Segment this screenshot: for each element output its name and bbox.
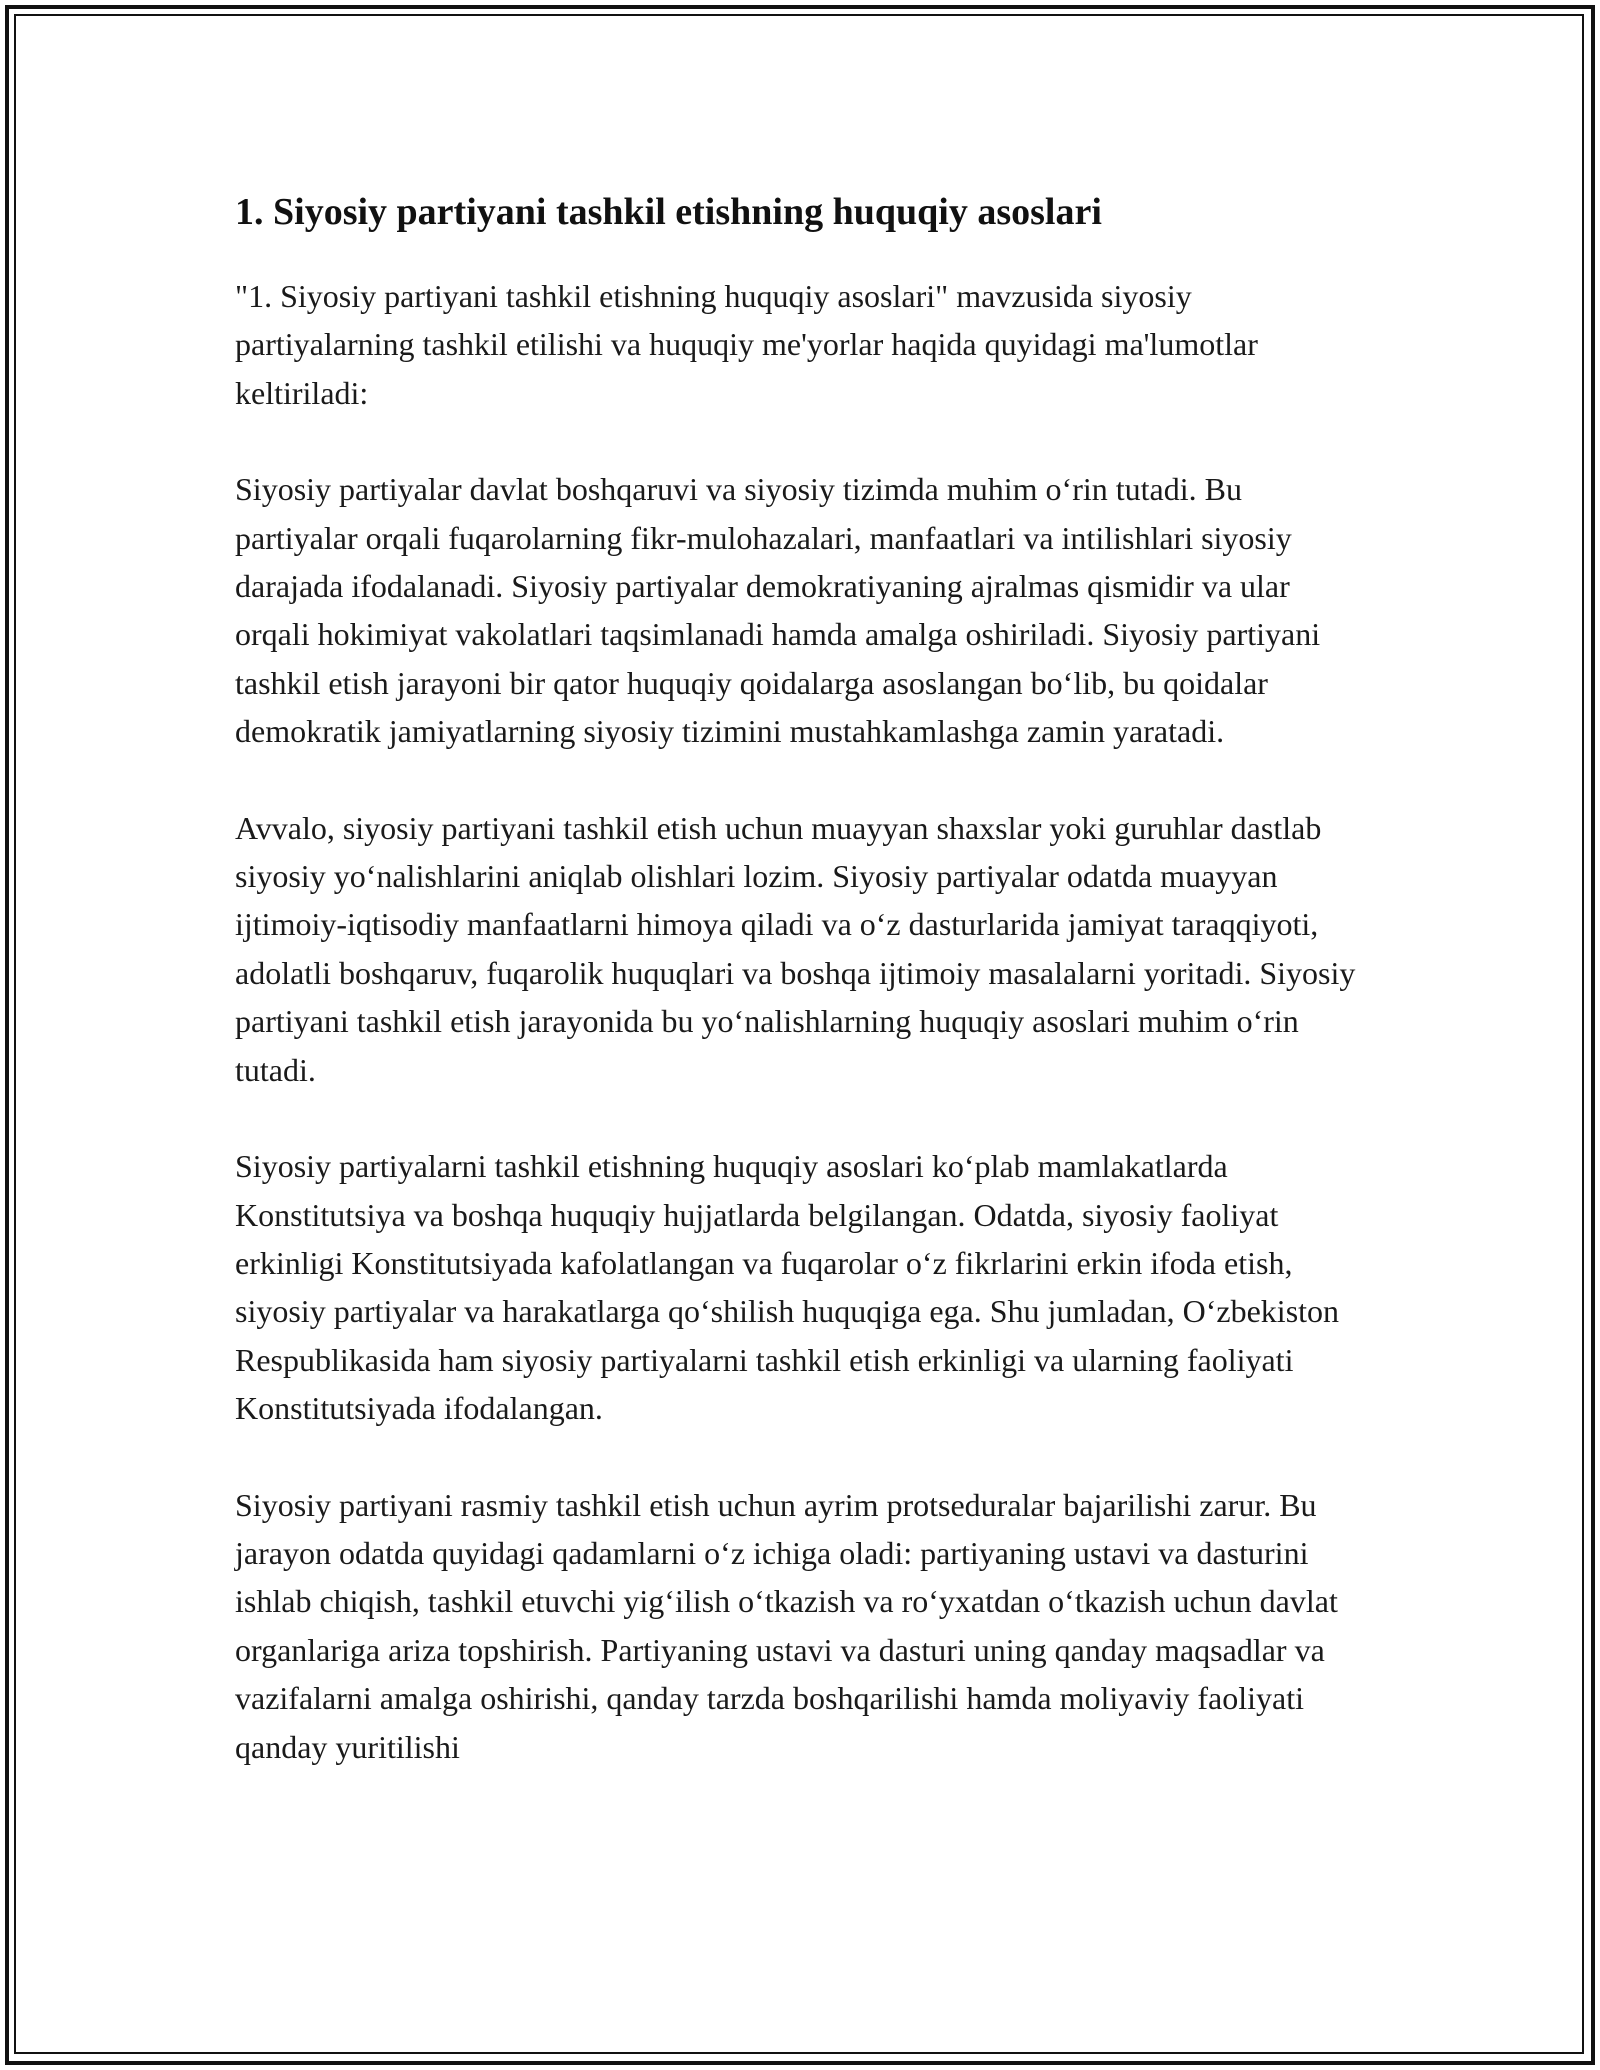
paragraph-directions: Avvalo, siyosiy partiyani tashkil etish uchun muayyan shaxslar yoki guruhlar dastlab siyosiy yo‘nalishlarini aniqlab olishlari lozim. Siyosiy partiyalar odatda muayyan ijtimoiy-iqtisodiy manfaatlarni himoya qiladi va o‘z dasturlarida jamiyat taraqqiyoti, adolatli boshqaruv, fuqarolik huquqlari va boshqa ijtimoiy masalalarni yoritadi. Siyosiy partiyani tashkil etish jarayonida bu yo‘nalishlarning huquqiy asoslari muhim o‘rin tutadi. [235,809,1356,1088]
document-title: 1. Siyosiy partiyani tashkil etishning huquqiy asoslari [235,191,1102,233]
paragraph-role-of-parties: Siyosiy partiyalar davlat boshqaruvi va siyosiy tizimda muhim o‘rin tutadi. Bu partiyalar orqali fuqarolarning fikr-mulohazalari, manfaatlari va intilishlari siyosiy darajada ifodalanadi. Siyosiy partiyalar demokratiyaning ajralmas qismidir va ular orqali hokimiyat vakolatlari taqsimlanadi hamda amalga oshiriladi. Siyosiy partiyani tashkil etish jarayoni bir qator huquqiy qoidalarga asoslangan bo‘lib, bu qoidalar demokratik jamiyatlarning siyosiy tizimini mustahkamlashga zamin yaratadi. [235,471,1321,750]
paragraph-intro: "1. Siyosiy partiyani tashkil etishning huquqiy asoslari" mavzusida siyosiy partiyalarning tashkil etilishi va huquqiy me'yorlar haqida quyidagi ma'lumotlar keltiriladi: [235,278,1258,411]
document-body [235,186,1365,1819]
paragraph-procedures: Siyosiy partiyani rasmiy tashkil etish uchun ayrim protseduralar bajarilishi zarur. Bu jarayon odatda quyidagi qadamlarni o‘z ichiga oladi: partiyaning ustavi va dasturini ishlab chiqish, tashkil etuvchi yig‘ilish o‘tkazish va ro‘yxatdan o‘tkazish uchun davlat organlariga ariza topshirish. Partiyaning ustavi va dasturi uning qanday maqsadlar va vazifalarni amalga oshirishi, qanday tarzda boshqarilishi hamda moliyaviy faoliyati qanday yuritilishi [235,1486,1338,1765]
paragraph-legal-basis: Siyosiy partiyalarni tashkil etishning huquqiy asoslari ko‘plab mamlakatlarda Konstitutsiya va boshqa huquqiy hujjatlarda belgilangan. Odatda, siyosiy faoliyat erkinligi Konstitutsiyada kafolatlangan va fuqarolar o‘z fikrlarini erkin ifoda etish, siyosiy partiyalar va harakatlarga qo‘shilish huquqiga ega. Shu jumladan, O‘zbekiston Respublikasida ham siyosiy partiyalarni tashkil etish erkinligi va ularning faoliyati Konstitutsiyada ifodalangan. [235,1148,1340,1427]
